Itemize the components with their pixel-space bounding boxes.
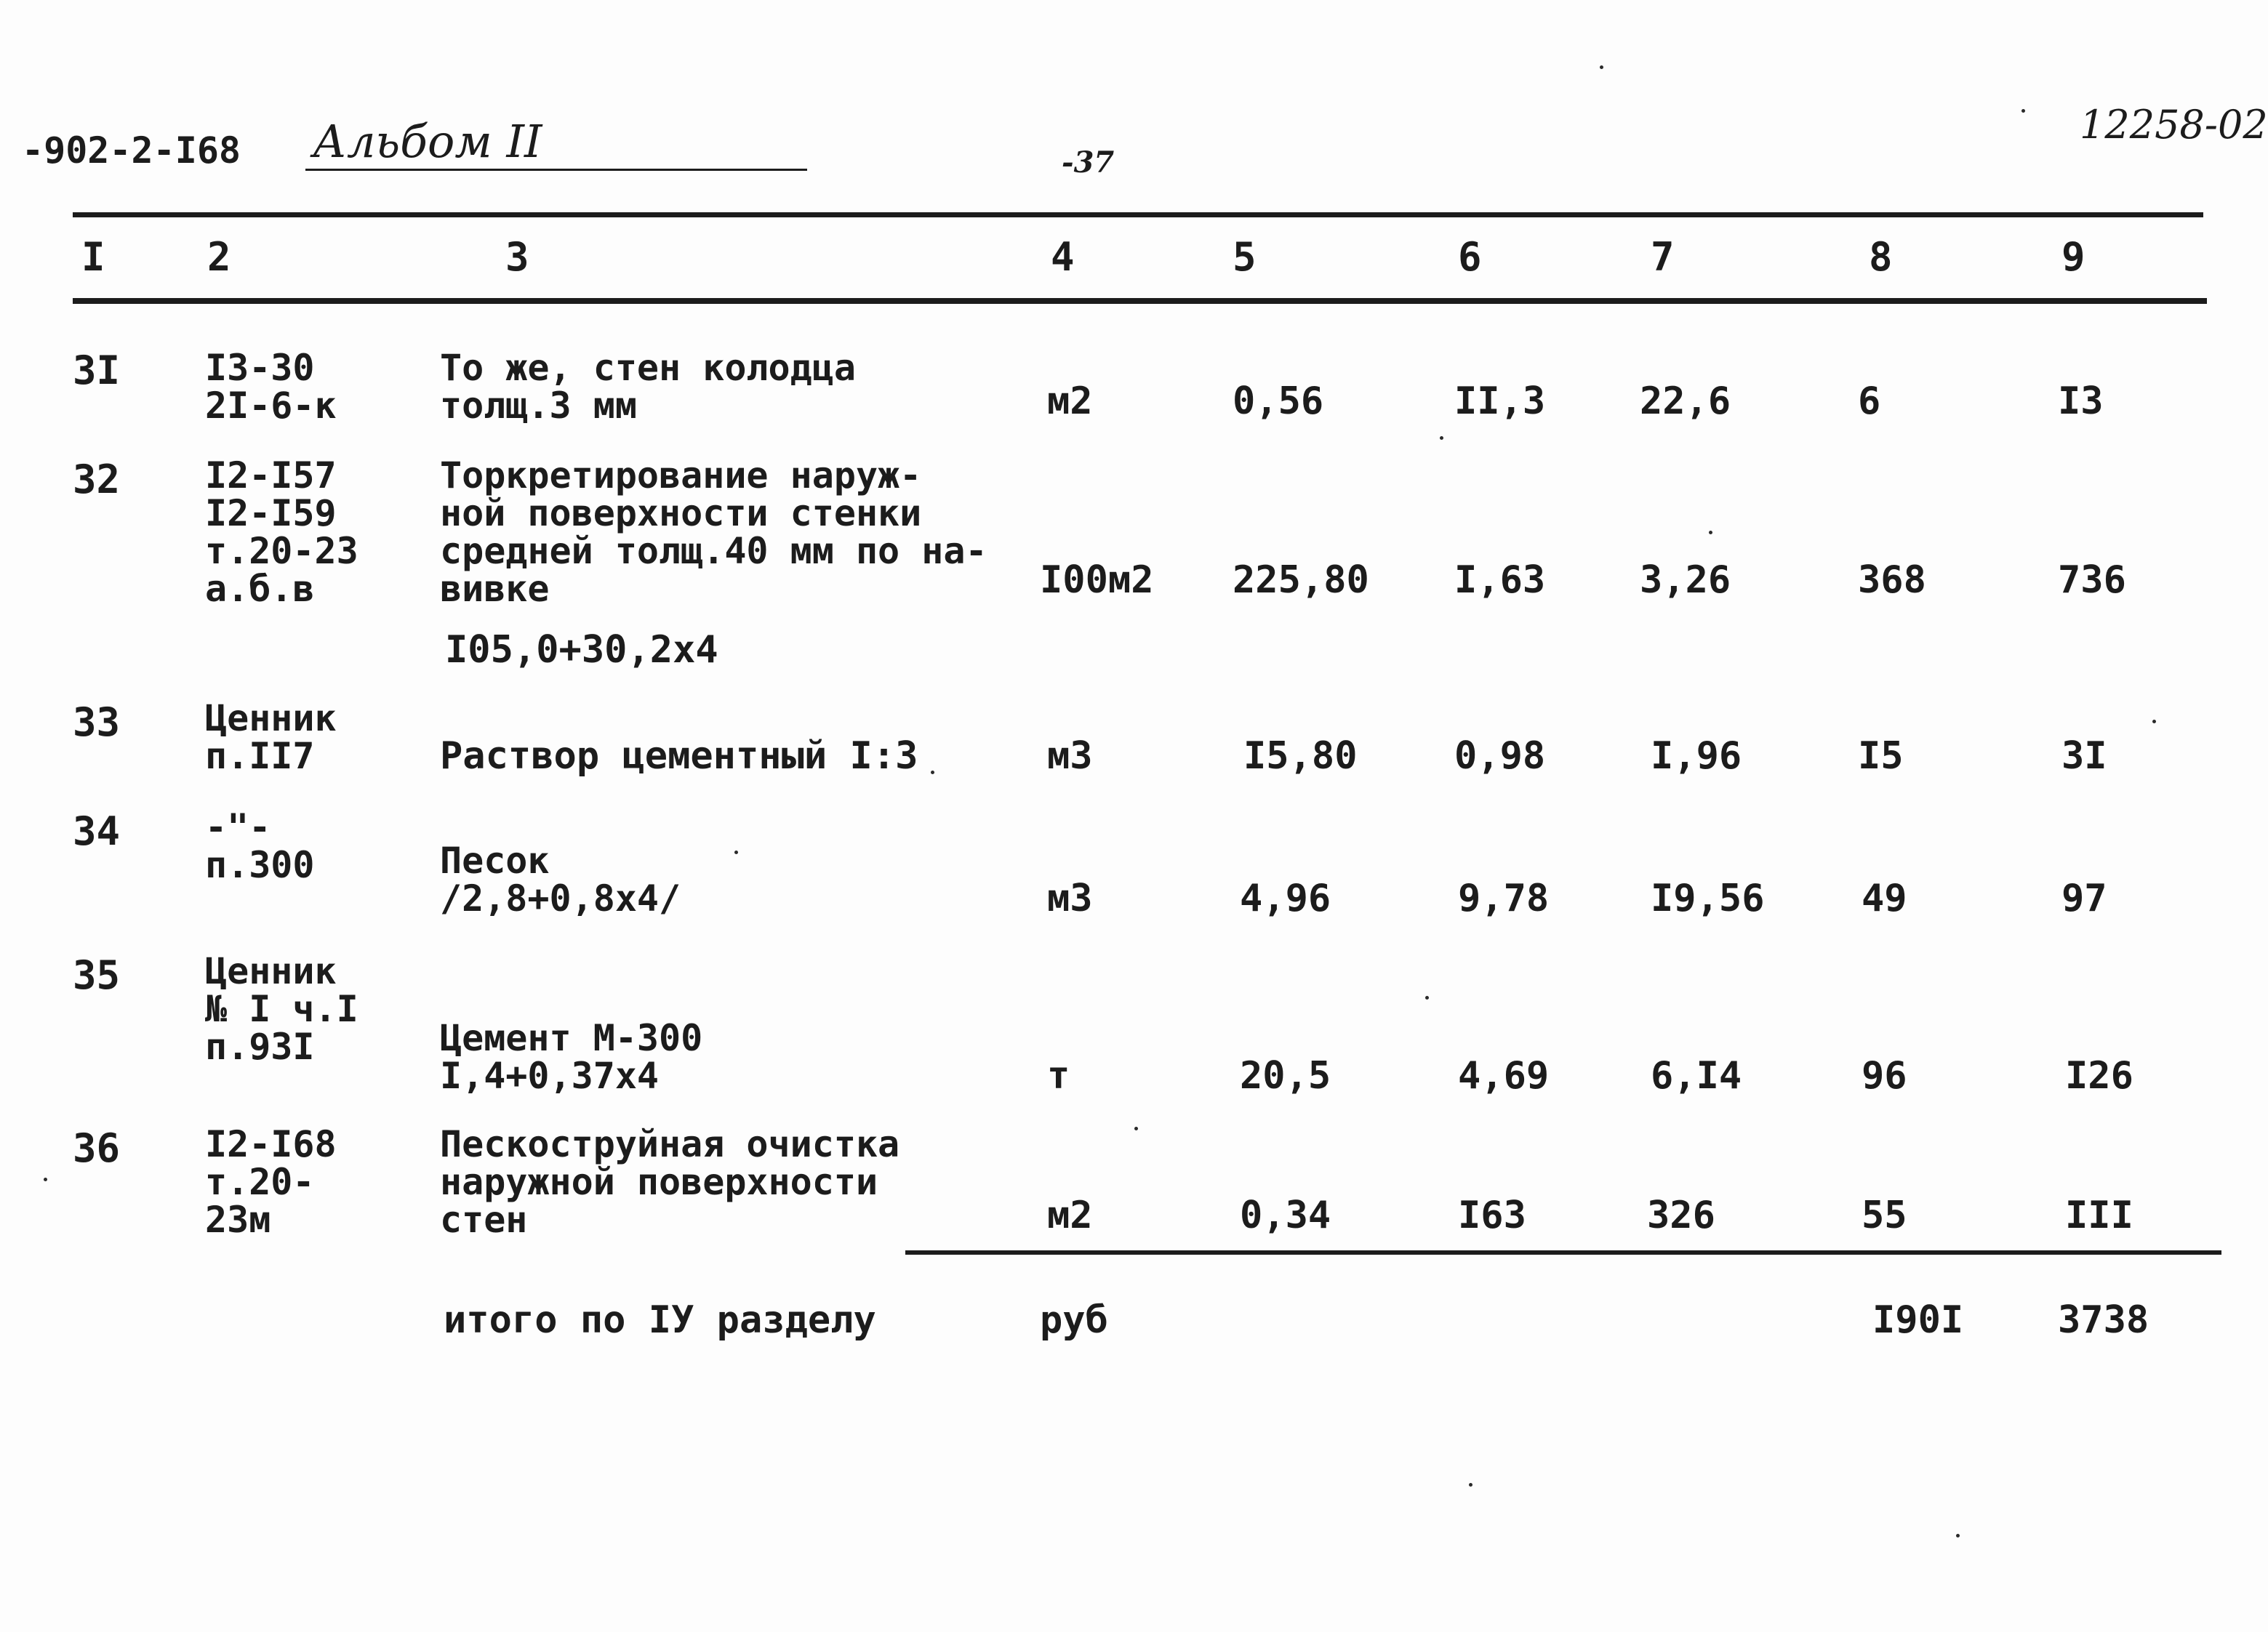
row-total: 22,6 <box>1640 379 1731 423</box>
row-code: I2-I68 т.20- 23м <box>205 1123 337 1241</box>
row-total: 3,26 <box>1640 558 1731 602</box>
row-col-8: 96 <box>1862 1054 1907 1098</box>
row-col-8: I5 <box>1858 734 1904 778</box>
row-number: 32 <box>73 457 121 502</box>
row-description: Раствор цементный I:3 <box>440 734 918 778</box>
row-number: 33 <box>73 699 121 745</box>
row-number: 36 <box>73 1125 121 1171</box>
row-col-8: 368 <box>1858 558 1926 602</box>
row-code: Ценник № I ч.I п.93I <box>205 950 358 1068</box>
row-total: I9,56 <box>1651 877 1765 920</box>
col-header-7: 7 <box>1651 234 1675 280</box>
row-col-9: III <box>2065 1194 2133 1237</box>
row-number: 3I <box>73 347 121 393</box>
archive-stamp: 12258-02 <box>2080 102 2268 148</box>
row-unit-price: 4,69 <box>1458 1054 1550 1098</box>
row-unit: м2 <box>1047 379 1093 423</box>
row-total: I,96 <box>1651 734 1742 778</box>
row-col-9: 97 <box>2061 877 2107 920</box>
row-unit-price: I63 <box>1458 1194 1526 1237</box>
row-description: Песок /2,8+0,8x4/ <box>440 840 681 920</box>
table-top-rule <box>73 212 2203 217</box>
row-code: Ценник п.II7 <box>205 697 337 777</box>
col-header-1: I <box>81 234 105 280</box>
col-header-6: 6 <box>1458 234 1482 280</box>
row-code: I3-30 2I-6-к <box>205 347 337 427</box>
row-quantity: 20,5 <box>1240 1054 1331 1098</box>
row-quantity: 225,80 <box>1233 558 1369 602</box>
row-col-9: I26 <box>2065 1054 2133 1098</box>
row-unit-price: 0,98 <box>1454 734 1546 778</box>
summary-label: итого по IУ разделу <box>444 1298 876 1342</box>
row-number: 34 <box>73 808 121 854</box>
row-unit: м3 <box>1047 734 1093 778</box>
summary-col-9: 3738 <box>2058 1298 2149 1342</box>
row-col-8: 6 <box>1858 379 1881 423</box>
row-description: То же, стен колодца толщ.3 мм <box>440 347 856 427</box>
row-unit: I00м2 <box>1040 558 1154 602</box>
row-quantity: 0,56 <box>1233 379 1324 423</box>
row-quantity: 0,34 <box>1240 1194 1331 1237</box>
row-quantity: I5,80 <box>1243 734 1358 778</box>
summary-col-8: I90I <box>1872 1298 1964 1342</box>
col-header-3: 3 <box>505 234 529 280</box>
row-unit-price: II,3 <box>1454 379 1546 423</box>
doc-code: -902-2-I68 <box>22 129 241 172</box>
row-description: Пескоструйная очистка наружной поверхности стен <box>440 1123 900 1241</box>
row-unit-price: I,63 <box>1454 558 1546 602</box>
row-unit: т <box>1047 1054 1070 1098</box>
row-total: 326 <box>1647 1194 1715 1237</box>
album-label: Альбом II <box>313 115 542 168</box>
row-col-8: 55 <box>1862 1194 1907 1237</box>
row-description: Цемент М-300 I,4+0,37x4 <box>440 1017 703 1097</box>
row-code: I2-I57 I2-I59 т.20-23 а.б.в <box>205 454 358 610</box>
col-header-5: 5 <box>1233 234 1257 280</box>
row-col-9: 3I <box>2061 734 2107 778</box>
row-description: Торкретирование наруж- ной поверхности стенки средней толщ.40 мм по на- вивке <box>440 454 987 610</box>
summary-rule <box>905 1250 2221 1255</box>
col-header-9: 9 <box>2061 234 2085 280</box>
row-code: -"- п.300 <box>205 806 315 886</box>
col-header-4: 4 <box>1051 234 1075 280</box>
row-unit: м2 <box>1047 1194 1093 1237</box>
col-header-8: 8 <box>1869 234 1893 280</box>
album-underline <box>305 169 807 171</box>
row-total: 6,I4 <box>1651 1054 1742 1098</box>
row-quantity: 4,96 <box>1240 877 1331 920</box>
col-header-2: 2 <box>207 234 231 280</box>
row-formula: I05,0+30,2x4 <box>445 628 718 672</box>
row-unit: м3 <box>1047 877 1093 920</box>
row-col-9: 736 <box>2058 558 2126 602</box>
header-bottom-rule <box>73 298 2207 304</box>
row-col-8: 49 <box>1862 877 1907 920</box>
row-col-9: I3 <box>2058 379 2104 423</box>
row-number: 35 <box>73 952 121 998</box>
row-unit-price: 9,78 <box>1458 877 1550 920</box>
page-number: -37 <box>1062 145 1115 180</box>
summary-unit: руб <box>1040 1298 1108 1342</box>
